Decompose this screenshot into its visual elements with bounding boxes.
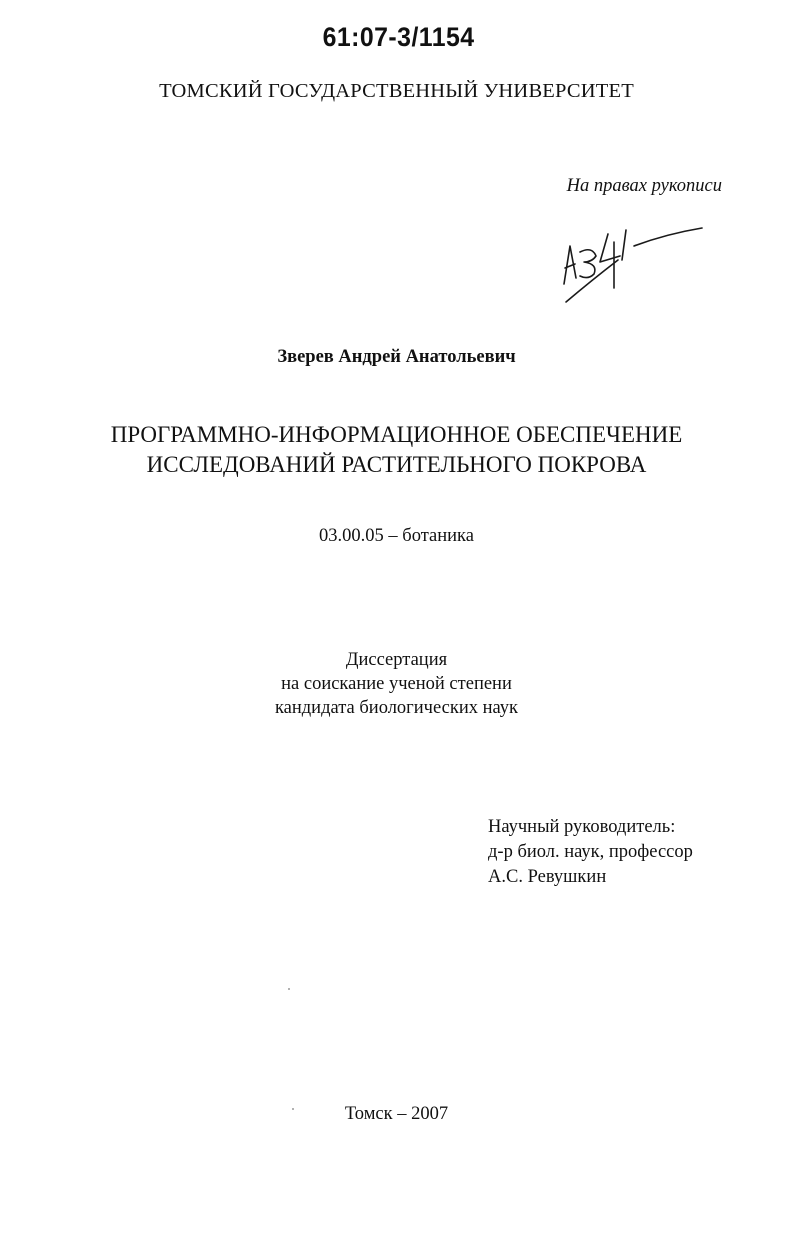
catalog-number <box>0 22 793 53</box>
specialty-code: 03.00.05 – ботаника <box>319 526 474 546</box>
thesis-title-line-2: ИССЛЕДОВАНИЙ РАСТИТЕЛЬНОГО ПОКРОВА <box>146 452 647 477</box>
handwritten-signature <box>556 216 706 306</box>
scan-speck <box>288 988 290 990</box>
supervisor-block <box>488 815 693 890</box>
degree-line-1: Диссертация <box>345 650 448 670</box>
university-name: ТОМСКИЙ ГОСУДАРСТВЕННЫЙ УНИВЕРСИТЕТ <box>159 80 634 102</box>
author-name: Зверев Андрей Анатольевич <box>277 347 516 367</box>
degree-statement <box>0 648 793 720</box>
manuscript-rights-note: На правах рукописи <box>566 176 722 196</box>
supervisor-line-1: Научный руководитель: <box>488 817 676 837</box>
supervisor-line-3: А.С. Ревушкин <box>488 867 607 887</box>
degree-line-2: на соискание ученой степени <box>281 674 512 694</box>
scan-speck <box>292 1108 294 1110</box>
thesis-title <box>0 420 793 480</box>
place-and-year: Томск – 2007 <box>344 1104 449 1124</box>
thesis-title-line-1: ПРОГРАММНО-ИНФОРМАЦИОННОЕ ОБЕСПЕЧЕНИЕ <box>110 422 683 447</box>
supervisor-line-2: д-р биол. наук, профессор <box>488 842 693 862</box>
catalog-number-text: 61:07-3/1154 <box>322 22 475 52</box>
degree-line-3: кандидата биологических наук <box>274 698 519 718</box>
